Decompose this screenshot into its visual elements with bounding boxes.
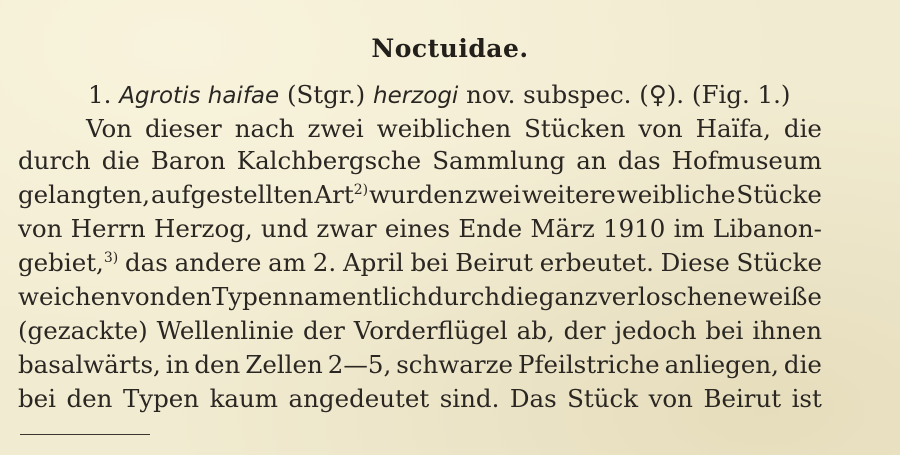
word: die xyxy=(783,114,822,143)
text-line xyxy=(0,248,900,278)
word: Beirut xyxy=(703,384,782,413)
word: angedeutet xyxy=(288,384,430,413)
word: Art xyxy=(314,180,354,209)
word: eines xyxy=(384,214,451,243)
word: Stücken xyxy=(524,114,626,143)
text-line xyxy=(0,180,900,210)
word: sind. xyxy=(439,384,500,413)
word: erbeutet. xyxy=(539,248,654,277)
word: Hofmuseum xyxy=(671,146,822,175)
text-line xyxy=(0,316,900,346)
word: von xyxy=(18,214,63,243)
word: von xyxy=(638,114,683,143)
word: anliegen, xyxy=(664,350,779,379)
text-line xyxy=(0,114,900,144)
word: Baron xyxy=(150,146,226,175)
footnote-separator xyxy=(20,434,150,435)
section-heading: Noctuidae. xyxy=(371,34,529,63)
word: und xyxy=(260,214,309,243)
footnote-ref: 2) xyxy=(353,181,369,198)
word: bei xyxy=(18,384,57,413)
word-with-footnote xyxy=(314,180,368,210)
word: Zellen xyxy=(245,350,323,379)
species-name: Agrotis haifae xyxy=(119,83,280,109)
sex-symbol: (♀). xyxy=(639,80,685,109)
word: Haïfa, xyxy=(695,114,771,143)
taxon-status: nov. subspec. xyxy=(466,80,632,109)
text-line xyxy=(0,146,900,176)
word: von xyxy=(648,384,693,413)
word: 2. xyxy=(312,248,337,277)
word: die xyxy=(500,282,539,311)
word: ist xyxy=(791,384,822,413)
word: zwei xyxy=(307,114,364,143)
word: zwar xyxy=(316,214,377,243)
word: (gezackte) xyxy=(18,316,148,345)
text-line xyxy=(0,214,900,244)
word: die xyxy=(783,350,822,379)
word: jedoch xyxy=(614,316,697,345)
word: das xyxy=(124,248,168,277)
species-author: (Stgr.) xyxy=(286,80,366,109)
word: Libanon- xyxy=(712,214,822,243)
word: die xyxy=(101,146,140,175)
word: der xyxy=(302,316,345,345)
word: basalwärts, xyxy=(18,350,161,379)
word: Pfeilstriche xyxy=(517,350,660,379)
word: Vorderflügel xyxy=(353,316,508,345)
word: verloschene xyxy=(597,282,748,311)
word: bei xyxy=(705,316,744,345)
word: Von xyxy=(86,114,132,143)
word: aufgestellten xyxy=(151,180,314,209)
word: Wellenlinie xyxy=(156,316,295,345)
word: Stücke xyxy=(736,248,822,277)
footnote-ref: 3) xyxy=(103,249,119,266)
word: März xyxy=(530,214,595,243)
word: weitere xyxy=(521,180,616,209)
figure-reference: (Fig. 1.) xyxy=(691,80,791,109)
word: Typen xyxy=(211,282,289,311)
word: den xyxy=(194,350,241,379)
word: April xyxy=(342,248,404,277)
word: weiße xyxy=(747,282,822,311)
word: weiblichen xyxy=(376,114,512,143)
word: durch xyxy=(18,146,91,175)
word: gelangten, xyxy=(18,180,150,209)
word: 1910 xyxy=(602,214,666,243)
word: Kalchbergsche xyxy=(236,146,422,175)
text-line xyxy=(0,282,900,312)
word: ab, xyxy=(516,316,555,345)
word: gebiet, xyxy=(18,248,104,277)
word: an xyxy=(576,146,607,175)
word: das xyxy=(617,146,661,175)
subspecies-name: herzogi xyxy=(373,83,459,109)
word: dieser xyxy=(144,114,222,143)
word: Sammlung xyxy=(432,146,566,175)
word: im xyxy=(673,214,705,243)
word: Das xyxy=(509,384,557,413)
word: am xyxy=(268,248,307,277)
word: Ende xyxy=(458,214,523,243)
word: der xyxy=(563,316,606,345)
word: Beirut xyxy=(455,248,533,277)
word: nach xyxy=(234,114,295,143)
word: Herzog, xyxy=(153,214,253,243)
word: namentlich xyxy=(288,282,428,311)
word: Typen xyxy=(122,384,200,413)
word: andere xyxy=(174,248,262,277)
word: bei xyxy=(410,248,449,277)
word: wurden xyxy=(369,180,464,209)
text-line xyxy=(0,384,900,414)
word: weichenvon xyxy=(18,282,166,311)
word: kaum xyxy=(209,384,279,413)
word: in xyxy=(165,350,190,379)
word: schwarze xyxy=(396,350,513,379)
word-with-footnote xyxy=(18,248,118,278)
word: zwei xyxy=(464,180,521,209)
word: ganz xyxy=(538,282,598,311)
word: ihnen xyxy=(752,316,822,345)
word: durch xyxy=(427,282,501,311)
word: Stück xyxy=(567,384,639,413)
word: Stücke xyxy=(736,180,822,209)
word: weibliche xyxy=(616,180,736,209)
word: 2—5, xyxy=(327,350,392,379)
entry-line xyxy=(0,80,900,111)
word: Herrn xyxy=(70,214,146,243)
word: Diese xyxy=(660,248,730,277)
word: den xyxy=(165,282,212,311)
text-line xyxy=(0,350,900,380)
entry-number: 1. xyxy=(88,80,112,109)
word: den xyxy=(66,384,113,413)
